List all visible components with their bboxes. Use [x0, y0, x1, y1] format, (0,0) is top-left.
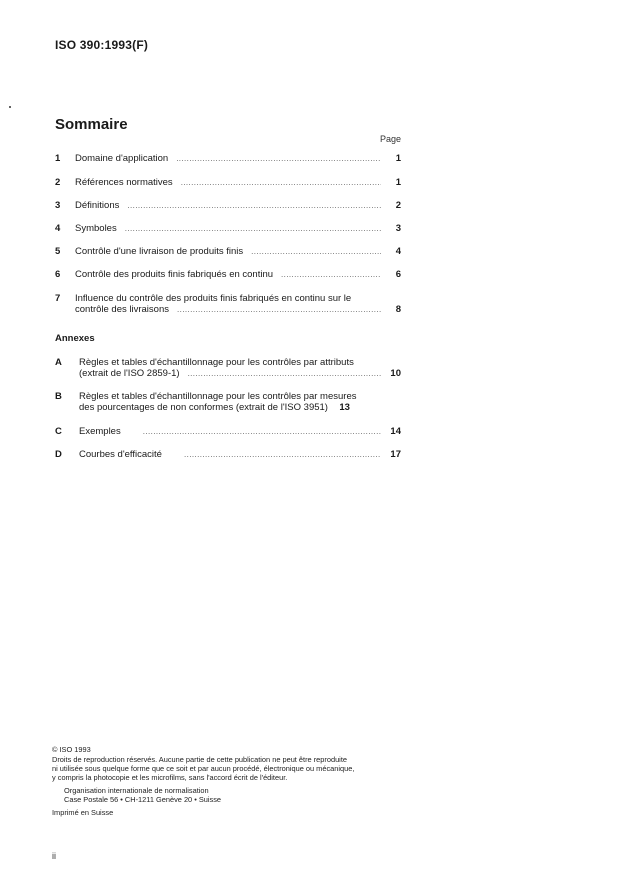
toc-number: 6: [55, 269, 61, 280]
toc-page: 6: [395, 269, 401, 280]
toc-page: 8: [395, 304, 401, 315]
toc-number: 1: [55, 153, 61, 164]
page-folio: ii: [52, 851, 56, 861]
annex-label-line: Règles et tables d'échantillonnage pour les contrôles par attributs: [79, 357, 354, 368]
toc-label-line: Influence du contrôle des produits finis fabriqués en continu sur le: [75, 293, 352, 304]
annexes-heading: Annexes: [55, 333, 95, 344]
leader-dots: [143, 426, 381, 437]
toc-label: Domaine d'application: [75, 153, 169, 164]
annex-letter: B: [55, 391, 62, 402]
toc-label: Symboles: [75, 223, 117, 234]
annex-page: 10: [390, 368, 401, 379]
annex-letter: A: [55, 357, 62, 368]
leader-dots: [188, 368, 381, 379]
leader-dots: [125, 223, 381, 234]
organisation-name: Organisation internationale de normalisation: [64, 786, 209, 795]
leader-dots: [281, 269, 381, 280]
printed-in: Imprimé en Suisse: [52, 808, 114, 817]
toc-page: 1: [395, 177, 401, 188]
rights-line-2: ni utilisée sous quelque forme que ce soit et par aucun procédé, électronique ou mécanique,: [52, 764, 355, 773]
toc-number: 5: [55, 246, 61, 257]
leader-dots: [181, 177, 381, 188]
toc-page: 4: [395, 246, 401, 257]
document-id: ISO 390:1993(F): [55, 38, 149, 52]
toc-label: contrôle des livraisons: [75, 304, 169, 315]
annex-letter: C: [55, 426, 62, 437]
leader-dots: [176, 153, 381, 164]
toc-number: 2: [55, 177, 61, 188]
annex-page: 17: [390, 449, 401, 460]
annex-page: 14: [390, 426, 401, 437]
annex-label: (extrait de l'ISO 2859-1): [79, 368, 180, 379]
toc-page: 3: [395, 223, 401, 234]
rights-line-3: y compris la photocopie et les microfilms, sans l'accord écrit de l'éditeur.: [52, 773, 288, 782]
copyright-line: © ISO 1993: [52, 745, 91, 754]
leader-dots: [184, 449, 381, 460]
page-title: Sommaire: [55, 116, 128, 133]
toc-number: 3: [55, 200, 61, 211]
annex-page: 13: [339, 402, 350, 413]
toc-label: Définitions: [75, 200, 120, 211]
scan-speck: [9, 106, 11, 108]
toc-label: Contrôle d'une livraison de produits finis: [75, 246, 244, 257]
annex-label: Exemples: [79, 426, 121, 437]
toc-page: 1: [395, 153, 401, 164]
toc-number: 7: [55, 293, 61, 304]
toc-label: Contrôle des produits finis fabriqués en continu: [75, 269, 274, 280]
toc-page: 2: [395, 200, 401, 211]
annex-label: des pourcentages de non conformes (extrait de l'ISO 3951): [79, 402, 328, 413]
rights-line-1: Droits de reproduction réservés. Aucune partie de cette publication ne peut être reproduite: [52, 755, 347, 764]
annex-label-line: Règles et tables d'échantillonnage pour les contrôles par mesures: [79, 391, 357, 402]
toc-number: 4: [55, 223, 61, 234]
leader-dots: [251, 246, 381, 257]
annex-label: Courbes d'efficacité: [79, 449, 162, 460]
page-column-label: Page: [380, 134, 402, 144]
leader-dots: [177, 304, 381, 315]
toc-label: Références normatives: [75, 177, 173, 188]
annex-letter: D: [55, 449, 62, 460]
leader-dots: [127, 200, 381, 211]
postal-address: Case Postale 56 • CH-1211 Genève 20 • Suisse: [64, 795, 222, 804]
